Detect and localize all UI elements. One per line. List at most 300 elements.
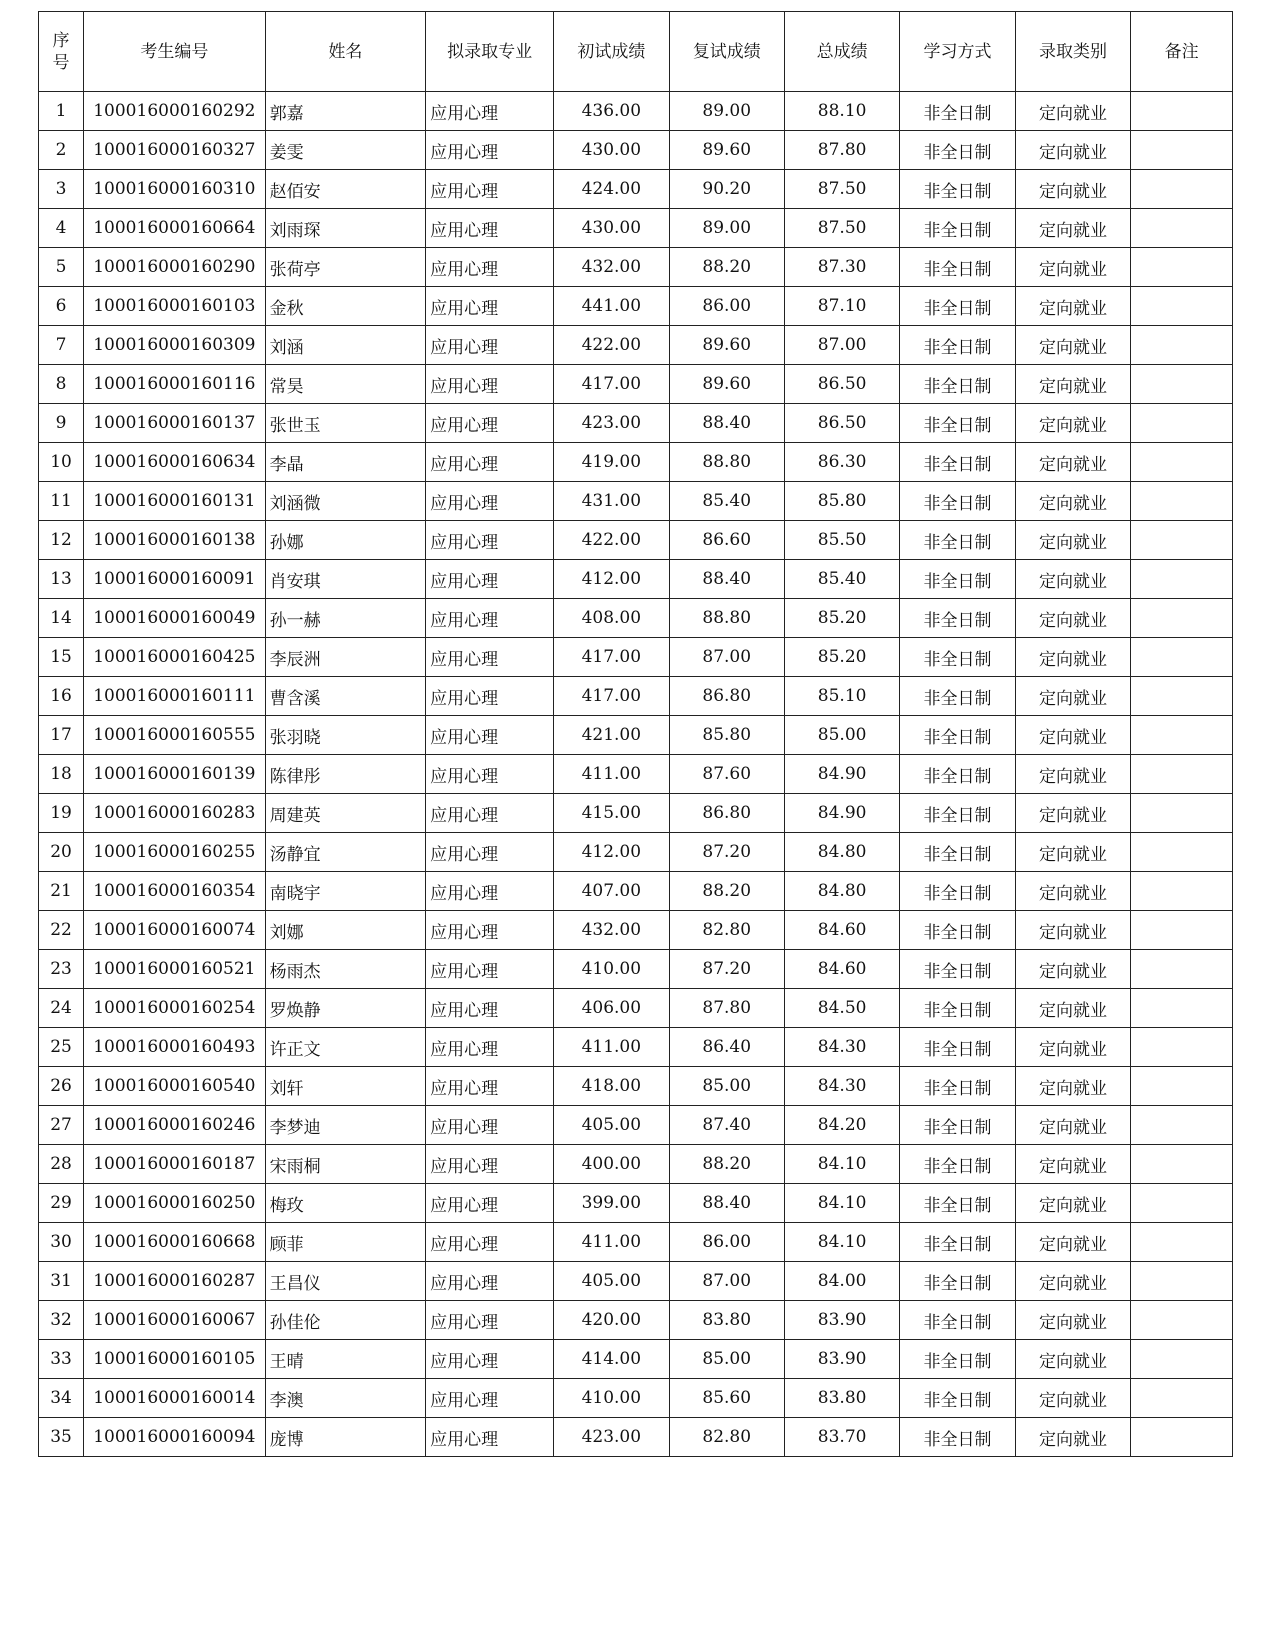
cell-retest-score: 85.80	[669, 716, 784, 755]
cell-seq: 9	[39, 404, 84, 443]
cell-category: 定向就业	[1015, 248, 1130, 287]
table-row	[39, 521, 1233, 560]
cell-remarks	[1131, 1028, 1233, 1067]
cell-prelim-score: 408.00	[554, 599, 669, 638]
cell-seq: 32	[39, 1301, 84, 1340]
cell-remarks	[1131, 482, 1233, 521]
cell-retest-score: 82.80	[669, 1418, 784, 1457]
table-row	[39, 872, 1233, 911]
cell-total-score: 83.90	[784, 1301, 899, 1340]
cell-prelim-score: 412.00	[554, 833, 669, 872]
cell-seq: 25	[39, 1028, 84, 1067]
cell-total-score: 84.50	[784, 989, 899, 1028]
cell-exam-id: 100016000160290	[84, 248, 266, 287]
cell-seq: 10	[39, 443, 84, 482]
cell-name: 杨雨杰	[265, 950, 426, 989]
table-row	[39, 443, 1233, 482]
cell-seq: 14	[39, 599, 84, 638]
cell-category: 定向就业	[1015, 404, 1130, 443]
cell-name: 刘涵	[265, 326, 426, 365]
cell-name: 王晴	[265, 1340, 426, 1379]
cell-study-mode: 非全日制	[900, 170, 1015, 209]
cell-name: 庞博	[265, 1418, 426, 1457]
cell-seq: 16	[39, 677, 84, 716]
cell-prelim-score: 432.00	[554, 248, 669, 287]
cell-prelim-score: 420.00	[554, 1301, 669, 1340]
cell-name: 曹含溪	[265, 677, 426, 716]
cell-retest-score: 87.00	[669, 1262, 784, 1301]
cell-total-score: 87.80	[784, 131, 899, 170]
cell-major: 应用心理	[426, 92, 554, 131]
cell-category: 定向就业	[1015, 1223, 1130, 1262]
cell-retest-score: 87.20	[669, 833, 784, 872]
cell-major: 应用心理	[426, 1106, 554, 1145]
cell-total-score: 87.50	[784, 209, 899, 248]
cell-remarks	[1131, 950, 1233, 989]
cell-study-mode: 非全日制	[900, 1301, 1015, 1340]
table-row	[39, 1340, 1233, 1379]
table-row	[39, 326, 1233, 365]
cell-name: 孙佳伦	[265, 1301, 426, 1340]
cell-name: 肖安琪	[265, 560, 426, 599]
cell-retest-score: 88.40	[669, 1184, 784, 1223]
cell-exam-id: 100016000160137	[84, 404, 266, 443]
cell-category: 定向就业	[1015, 1028, 1130, 1067]
cell-prelim-score: 436.00	[554, 92, 669, 131]
cell-name: 刘娜	[265, 911, 426, 950]
cell-category: 定向就业	[1015, 287, 1130, 326]
cell-exam-id: 100016000160116	[84, 365, 266, 404]
cell-retest-score: 82.80	[669, 911, 784, 950]
cell-retest-score: 85.00	[669, 1340, 784, 1379]
cell-name: 汤静宜	[265, 833, 426, 872]
cell-prelim-score: 410.00	[554, 1379, 669, 1418]
cell-study-mode: 非全日制	[900, 1145, 1015, 1184]
cell-remarks	[1131, 92, 1233, 131]
header-remarks: 备注	[1131, 12, 1233, 92]
cell-exam-id: 100016000160049	[84, 599, 266, 638]
table-row	[39, 365, 1233, 404]
cell-total-score: 83.90	[784, 1340, 899, 1379]
cell-category: 定向就业	[1015, 365, 1130, 404]
cell-study-mode: 非全日制	[900, 131, 1015, 170]
cell-retest-score: 86.00	[669, 1223, 784, 1262]
cell-remarks	[1131, 716, 1233, 755]
table-row	[39, 287, 1233, 326]
cell-study-mode: 非全日制	[900, 833, 1015, 872]
cell-name: 周建英	[265, 794, 426, 833]
cell-major: 应用心理	[426, 677, 554, 716]
cell-total-score: 84.80	[784, 833, 899, 872]
cell-prelim-score: 411.00	[554, 1028, 669, 1067]
cell-study-mode: 非全日制	[900, 1106, 1015, 1145]
table-row	[39, 1301, 1233, 1340]
cell-name: 陈律彤	[265, 755, 426, 794]
cell-remarks	[1131, 794, 1233, 833]
cell-exam-id: 100016000160521	[84, 950, 266, 989]
cell-prelim-score: 423.00	[554, 404, 669, 443]
table-row	[39, 209, 1233, 248]
cell-seq: 17	[39, 716, 84, 755]
cell-study-mode: 非全日制	[900, 1223, 1015, 1262]
cell-remarks	[1131, 599, 1233, 638]
cell-total-score: 83.70	[784, 1418, 899, 1457]
cell-exam-id: 100016000160634	[84, 443, 266, 482]
cell-seq: 33	[39, 1340, 84, 1379]
cell-category: 定向就业	[1015, 1379, 1130, 1418]
cell-seq: 3	[39, 170, 84, 209]
cell-remarks	[1131, 443, 1233, 482]
cell-category: 定向就业	[1015, 794, 1130, 833]
cell-retest-score: 89.00	[669, 92, 784, 131]
cell-seq: 5	[39, 248, 84, 287]
cell-prelim-score: 432.00	[554, 911, 669, 950]
header-total-score: 总成绩	[784, 12, 899, 92]
cell-prelim-score: 422.00	[554, 521, 669, 560]
cell-major: 应用心理	[426, 170, 554, 209]
cell-study-mode: 非全日制	[900, 794, 1015, 833]
cell-seq: 11	[39, 482, 84, 521]
table-row	[39, 1106, 1233, 1145]
cell-remarks	[1131, 1145, 1233, 1184]
cell-name: 刘雨琛	[265, 209, 426, 248]
table-row	[39, 92, 1233, 131]
cell-prelim-score: 441.00	[554, 287, 669, 326]
cell-retest-score: 85.60	[669, 1379, 784, 1418]
cell-total-score: 88.10	[784, 92, 899, 131]
cell-remarks	[1131, 521, 1233, 560]
cell-retest-score: 88.80	[669, 443, 784, 482]
table-row	[39, 911, 1233, 950]
cell-name: 李晶	[265, 443, 426, 482]
cell-remarks	[1131, 911, 1233, 950]
cell-category: 定向就业	[1015, 872, 1130, 911]
cell-major: 应用心理	[426, 1145, 554, 1184]
cell-exam-id: 100016000160138	[84, 521, 266, 560]
cell-major: 应用心理	[426, 365, 554, 404]
cell-remarks	[1131, 1067, 1233, 1106]
cell-category: 定向就业	[1015, 131, 1130, 170]
cell-study-mode: 非全日制	[900, 560, 1015, 599]
cell-category: 定向就业	[1015, 638, 1130, 677]
cell-category: 定向就业	[1015, 170, 1130, 209]
cell-total-score: 83.80	[784, 1379, 899, 1418]
table-row	[39, 716, 1233, 755]
cell-seq: 13	[39, 560, 84, 599]
cell-remarks	[1131, 833, 1233, 872]
cell-prelim-score: 431.00	[554, 482, 669, 521]
cell-category: 定向就业	[1015, 92, 1130, 131]
table-row	[39, 755, 1233, 794]
table-row	[39, 794, 1233, 833]
cell-total-score: 84.20	[784, 1106, 899, 1145]
table-row	[39, 1379, 1233, 1418]
cell-seq: 29	[39, 1184, 84, 1223]
cell-remarks	[1131, 677, 1233, 716]
cell-prelim-score: 405.00	[554, 1106, 669, 1145]
cell-retest-score: 87.40	[669, 1106, 784, 1145]
cell-retest-score: 87.60	[669, 755, 784, 794]
cell-remarks	[1131, 638, 1233, 677]
table-row	[39, 1418, 1233, 1457]
cell-total-score: 84.90	[784, 755, 899, 794]
cell-total-score: 87.10	[784, 287, 899, 326]
cell-exam-id: 100016000160250	[84, 1184, 266, 1223]
cell-study-mode: 非全日制	[900, 92, 1015, 131]
cell-remarks	[1131, 404, 1233, 443]
cell-prelim-score: 411.00	[554, 1223, 669, 1262]
cell-major: 应用心理	[426, 248, 554, 287]
cell-remarks	[1131, 989, 1233, 1028]
admission-roster-table	[38, 11, 1233, 1457]
header-retest-score: 复试成绩	[669, 12, 784, 92]
cell-total-score: 84.10	[784, 1223, 899, 1262]
cell-retest-score: 88.40	[669, 560, 784, 599]
cell-category: 定向就业	[1015, 1184, 1130, 1223]
cell-exam-id: 100016000160425	[84, 638, 266, 677]
cell-exam-id: 100016000160354	[84, 872, 266, 911]
cell-category: 定向就业	[1015, 482, 1130, 521]
cell-category: 定向就业	[1015, 833, 1130, 872]
cell-category: 定向就业	[1015, 521, 1130, 560]
cell-retest-score: 85.00	[669, 1067, 784, 1106]
cell-prelim-score: 415.00	[554, 794, 669, 833]
cell-study-mode: 非全日制	[900, 989, 1015, 1028]
cell-seq: 26	[39, 1067, 84, 1106]
cell-exam-id: 100016000160091	[84, 560, 266, 599]
cell-name: 许正文	[265, 1028, 426, 1067]
cell-exam-id: 100016000160310	[84, 170, 266, 209]
header-study-mode: 学习方式	[900, 12, 1015, 92]
cell-major: 应用心理	[426, 1340, 554, 1379]
cell-study-mode: 非全日制	[900, 1184, 1015, 1223]
cell-major: 应用心理	[426, 287, 554, 326]
cell-retest-score: 88.20	[669, 872, 784, 911]
cell-seq: 6	[39, 287, 84, 326]
header-seq-line1: 序	[52, 30, 70, 51]
cell-remarks	[1131, 131, 1233, 170]
cell-prelim-score: 414.00	[554, 1340, 669, 1379]
cell-retest-score: 86.80	[669, 677, 784, 716]
cell-name: 梅玫	[265, 1184, 426, 1223]
cell-major: 应用心理	[426, 404, 554, 443]
cell-study-mode: 非全日制	[900, 716, 1015, 755]
cell-major: 应用心理	[426, 1418, 554, 1457]
cell-name: 南晓宇	[265, 872, 426, 911]
cell-category: 定向就业	[1015, 755, 1130, 794]
cell-major: 应用心理	[426, 1223, 554, 1262]
cell-retest-score: 88.80	[669, 599, 784, 638]
cell-prelim-score: 405.00	[554, 1262, 669, 1301]
cell-name: 李梦迪	[265, 1106, 426, 1145]
cell-major: 应用心理	[426, 482, 554, 521]
cell-remarks	[1131, 1379, 1233, 1418]
cell-remarks	[1131, 1418, 1233, 1457]
cell-total-score: 84.10	[784, 1184, 899, 1223]
cell-major: 应用心理	[426, 911, 554, 950]
cell-category: 定向就业	[1015, 1418, 1130, 1457]
cell-retest-score: 88.20	[669, 1145, 784, 1184]
cell-name: 刘轩	[265, 1067, 426, 1106]
cell-remarks	[1131, 755, 1233, 794]
header-major: 拟录取专业	[426, 12, 554, 92]
cell-total-score: 85.50	[784, 521, 899, 560]
cell-category: 定向就业	[1015, 911, 1130, 950]
cell-exam-id: 100016000160283	[84, 794, 266, 833]
cell-seq: 19	[39, 794, 84, 833]
cell-exam-id: 100016000160309	[84, 326, 266, 365]
cell-prelim-score: 423.00	[554, 1418, 669, 1457]
cell-exam-id: 100016000160664	[84, 209, 266, 248]
cell-exam-id: 100016000160254	[84, 989, 266, 1028]
cell-category: 定向就业	[1015, 1106, 1130, 1145]
cell-name: 王昌仪	[265, 1262, 426, 1301]
cell-prelim-score: 418.00	[554, 1067, 669, 1106]
cell-exam-id: 100016000160139	[84, 755, 266, 794]
cell-total-score: 85.40	[784, 560, 899, 599]
table-row	[39, 1067, 1233, 1106]
cell-exam-id: 100016000160074	[84, 911, 266, 950]
cell-study-mode: 非全日制	[900, 521, 1015, 560]
cell-retest-score: 90.20	[669, 170, 784, 209]
cell-name: 张世玉	[265, 404, 426, 443]
cell-study-mode: 非全日制	[900, 638, 1015, 677]
cell-seq: 18	[39, 755, 84, 794]
cell-retest-score: 86.40	[669, 1028, 784, 1067]
cell-seq: 20	[39, 833, 84, 872]
cell-study-mode: 非全日制	[900, 326, 1015, 365]
cell-major: 应用心理	[426, 1184, 554, 1223]
cell-major: 应用心理	[426, 443, 554, 482]
cell-study-mode: 非全日制	[900, 1028, 1015, 1067]
cell-retest-score: 87.20	[669, 950, 784, 989]
cell-study-mode: 非全日制	[900, 1379, 1015, 1418]
cell-retest-score: 89.00	[669, 209, 784, 248]
cell-study-mode: 非全日制	[900, 1340, 1015, 1379]
cell-total-score: 84.80	[784, 872, 899, 911]
cell-name: 刘涵微	[265, 482, 426, 521]
cell-remarks	[1131, 209, 1233, 248]
cell-study-mode: 非全日制	[900, 248, 1015, 287]
cell-remarks	[1131, 1184, 1233, 1223]
cell-remarks	[1131, 560, 1233, 599]
cell-seq: 4	[39, 209, 84, 248]
cell-category: 定向就业	[1015, 326, 1130, 365]
table-row	[39, 1262, 1233, 1301]
cell-exam-id: 100016000160327	[84, 131, 266, 170]
cell-study-mode: 非全日制	[900, 404, 1015, 443]
table-row	[39, 131, 1233, 170]
cell-name: 李澳	[265, 1379, 426, 1418]
cell-seq: 21	[39, 872, 84, 911]
table-row	[39, 1028, 1233, 1067]
cell-total-score: 85.20	[784, 599, 899, 638]
cell-prelim-score: 412.00	[554, 560, 669, 599]
cell-seq: 35	[39, 1418, 84, 1457]
cell-retest-score: 86.00	[669, 287, 784, 326]
cell-remarks	[1131, 1106, 1233, 1145]
cell-total-score: 84.10	[784, 1145, 899, 1184]
cell-prelim-score: 399.00	[554, 1184, 669, 1223]
cell-total-score: 86.50	[784, 365, 899, 404]
cell-study-mode: 非全日制	[900, 599, 1015, 638]
cell-retest-score: 86.80	[669, 794, 784, 833]
cell-total-score: 86.50	[784, 404, 899, 443]
cell-prelim-score: 406.00	[554, 989, 669, 1028]
table-row	[39, 677, 1233, 716]
table-row	[39, 1145, 1233, 1184]
cell-exam-id: 100016000160014	[84, 1379, 266, 1418]
cell-retest-score: 86.60	[669, 521, 784, 560]
cell-category: 定向就业	[1015, 716, 1130, 755]
cell-major: 应用心理	[426, 1301, 554, 1340]
cell-name: 赵佰安	[265, 170, 426, 209]
header-seq-line2: 号	[52, 52, 70, 73]
cell-exam-id: 100016000160668	[84, 1223, 266, 1262]
cell-category: 定向就业	[1015, 209, 1130, 248]
cell-prelim-score: 430.00	[554, 131, 669, 170]
cell-retest-score: 89.60	[669, 365, 784, 404]
cell-major: 应用心理	[426, 599, 554, 638]
cell-seq: 7	[39, 326, 84, 365]
cell-major: 应用心理	[426, 209, 554, 248]
cell-total-score: 84.60	[784, 911, 899, 950]
table-row	[39, 950, 1233, 989]
cell-name: 金秋	[265, 287, 426, 326]
cell-exam-id: 100016000160067	[84, 1301, 266, 1340]
cell-seq: 28	[39, 1145, 84, 1184]
cell-category: 定向就业	[1015, 1301, 1130, 1340]
cell-major: 应用心理	[426, 1262, 554, 1301]
cell-prelim-score: 407.00	[554, 872, 669, 911]
cell-prelim-score: 424.00	[554, 170, 669, 209]
cell-seq: 23	[39, 950, 84, 989]
header-prelim-score: 初试成绩	[554, 12, 669, 92]
header-exam-id: 考生编号	[84, 12, 266, 92]
cell-major: 应用心理	[426, 560, 554, 599]
cell-category: 定向就业	[1015, 1340, 1130, 1379]
cell-exam-id: 100016000160111	[84, 677, 266, 716]
cell-seq: 31	[39, 1262, 84, 1301]
cell-category: 定向就业	[1015, 599, 1130, 638]
cell-exam-id: 100016000160131	[84, 482, 266, 521]
cell-seq: 22	[39, 911, 84, 950]
cell-major: 应用心理	[426, 1067, 554, 1106]
table-row	[39, 248, 1233, 287]
cell-total-score: 85.80	[784, 482, 899, 521]
cell-seq: 2	[39, 131, 84, 170]
cell-major: 应用心理	[426, 989, 554, 1028]
cell-study-mode: 非全日制	[900, 443, 1015, 482]
cell-exam-id: 100016000160105	[84, 1340, 266, 1379]
cell-retest-score: 89.60	[669, 326, 784, 365]
cell-remarks	[1131, 1340, 1233, 1379]
cell-major: 应用心理	[426, 794, 554, 833]
table-body	[39, 92, 1233, 1457]
cell-name: 孙一赫	[265, 599, 426, 638]
cell-category: 定向就业	[1015, 1067, 1130, 1106]
cell-total-score: 87.00	[784, 326, 899, 365]
cell-seq: 15	[39, 638, 84, 677]
cell-total-score: 85.20	[784, 638, 899, 677]
cell-exam-id: 100016000160555	[84, 716, 266, 755]
cell-seq: 8	[39, 365, 84, 404]
cell-prelim-score: 411.00	[554, 755, 669, 794]
cell-name: 宋雨桐	[265, 1145, 426, 1184]
cell-remarks	[1131, 1262, 1233, 1301]
cell-seq: 27	[39, 1106, 84, 1145]
cell-category: 定向就业	[1015, 443, 1130, 482]
